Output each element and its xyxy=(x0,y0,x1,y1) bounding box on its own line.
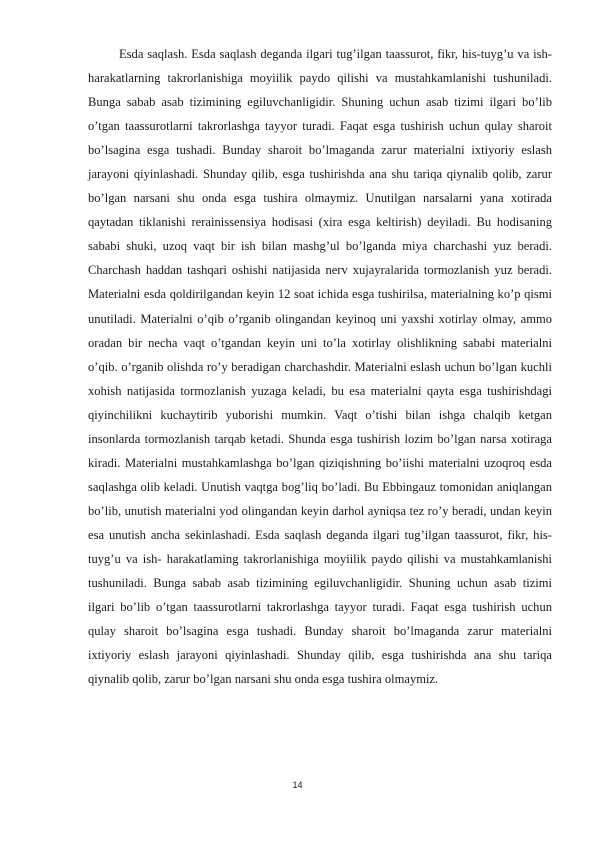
body-paragraph: Esda saqlash. Esda saqlash deganda ilgari tug’ilgan taassurot, fikr, his-tuyg’u va ish- harakatlarning takrorlanishiga moyiilik paydo qilishi va mustahkamlanishi tushuniladi. Bunga sabab asab tizimining egiluvchanligidir. Shuning uchun asab tizimi ilgari bo’lib o’tgan taassurotlarni takrorlashga tayyor turadi. Faqat esga tushirish uchun qulay sharoit bo’lsagina esga tushadi. Bunday sharoit bo’lmaganda zarur materialni ixtiyoriy eslash jarayoni qiyinlashadi. Shunday qilib, esga tushirishda ana shu tariqa qiynalib qolib, zarur bo’lgan narsani shu onda esga tushira olmaymiz. Unutilgan narsalarni yana xotirada qaytadan tiklanishi rerainissensiya hodisasi (xira esga keltirish) deyiladi. Bu hodisaning sababi shuki, uzoq vaqt bir ish bilan mashg’ul bo’lganda miya charchashi yuz beradi. Charchash haddan tashqari oshishi natijasida nerv xujayralarida tormozlanish yuz beradi. Materialni esda qoldirilgandan keyin 12 soat ichida esga tushirilsa, materialning ko’p qismi unutiladi. Materialni o’qib o’rganib olingandan keyinoq uni yaxshi xotirlay olmay, ammo oradan bir necha vaqt o’tgandan keyin uni to’la xotirlay olishlikning sababi materialni o’qib. o’rganib olishda ro’y beradigan charchashdir. Materialni eslash uchun bo’lgan kuchli xohish natijasida tormozlanish yuzaga keladi, bu esa materialni qayta esga tushirishdagi qiyinchilikni kuchaytirib yuborishi mumkin. Vaqt o’tishi bilan ishga chalqib ketgan insonlarda tormozlanish tarqab ketadi. Shunda esga tushirish lozim bo’lgan narsa xotiraga kiradi. Materialni mustahkamlashga bo’lgan qiziqishning bo’iishi materialni uzoqroq esda saqlashga olib keladi. Unutish vaqtga bog’liq bo’ladi. Bu Ebbingauz tomonidan aniqlangan bo’lib, unutish materialni yod olingandan keyin darhol ayniqsa tez ro’y beradi, undan keyin esa unutish ancha sekinlashadi. Esda saqlash deganda ilgari tug’ilgan taassurot, fikr, his-tuyg’u va ish- harakatlaming takrorlanishiga moyiilik paydo qilishi va mustahkamlanishi tushuniladi. Bunga sabab asab tizimining egiluvchanligidir. Shuning uchun asab tizimi ilgari bo’lib o’tgan taassurotlarni takrorlashga tayyor turadi. Faqat esga tushirish uchun qulay sharoit bo’lsagina esga tushadi. Bunday sharoit bo’lmaganda zarur materialni ixtiyoriy eslash jarayoni qiyinlashadi. Shunday qilib, esga tushirishda ana shu tariqa qiynalib qolib, zarur bo’lgan narsani shu onda esga tushira olmaymiz. xyxy=(88,47,552,687)
page-number: 14 xyxy=(292,780,303,790)
